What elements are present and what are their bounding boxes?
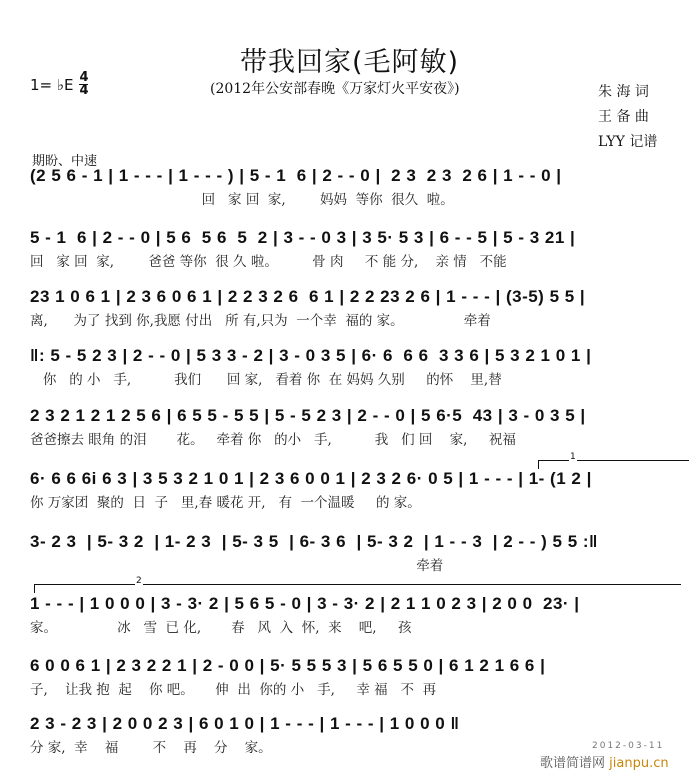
- site-watermark: [540, 752, 669, 771]
- lyric-line: 牵着: [30, 558, 444, 574]
- credits: [598, 80, 657, 155]
- score-row-4: [30, 344, 680, 390]
- score-row-6: [30, 467, 680, 513]
- lyric-line: 你 的 小 手, 我们 回 家, 看着 你 在 妈妈 久别 的怀 里,替: [30, 372, 502, 388]
- notation-line: 6· 6 6 6i 6 3 | 3 5 3 2 1 0 1 | 2 3 6 0 0 1 | 2 3 2 6· 0 5 | 1 - - - | 1- (1 2 |: [30, 469, 592, 488]
- song-title: 带我回家(毛阿敏): [239, 47, 460, 78]
- volta-bracket-1: 1: [538, 460, 689, 469]
- lyric-line: 子, 让我 抱 起 你 吧。 伸 出 你的 小 手, 幸 福 不 再: [30, 682, 437, 698]
- volta-bracket-2: 2: [34, 584, 681, 593]
- key-label: 1= ♭E: [30, 75, 74, 94]
- time-sig-bottom: 4: [79, 83, 89, 98]
- transcriber-credit: LYY 记谱: [598, 134, 658, 150]
- notation-line: (2 5 6 - 1 | 1 - - - | 1 - - - ) | 5 - 1 6 | 2 - - 0 | 2 3 2 3 2 6 | 1 - - 0 |: [30, 166, 562, 185]
- notation-line: 6 0 0 6 1 | 2 3 2 2 1 | 2 - 0 0 | 5· 5 5 5 3 | 5 6 5 5 0 | 6 1 2 1 6 6 |: [30, 656, 546, 675]
- notation-line: 23 1 0 6 1 | 2 3 6 0 6 1 | 2 2 3 2 6 6 1 | 2 2 23 2 6 | 1 - - - | (3-5) 5 5 |: [30, 287, 586, 306]
- score-row-8: [30, 592, 680, 638]
- lyric-line: 回 家 回 家, 妈妈 等你 很久 啦。: [30, 192, 454, 208]
- score-row-1: [30, 164, 680, 210]
- notation-line: 1 - - - | 1 0 0 0 | 3 - 3· 2 | 5 6 5 - 0 | 3 - 3· 2 | 2 1 1 0 2 3 | 2 0 0 23· |: [30, 594, 580, 613]
- notation-line: ‖: 5 - 5 2 3 | 2 - - 0 | 5 3 3 - 2 | 3 - 0 3 5 | 6· 6 6 6 3 3 6 | 5 3 2 1 0 1 |: [30, 346, 592, 365]
- lyric-line: 回 家 回 家, 爸爸 等你 很 久 啦。 骨 肉 不 能 分, 亲 情 不能: [30, 254, 507, 270]
- lyric-line: 分 家, 幸 福 不 再 分 家。: [30, 740, 272, 756]
- lyric-line: 离, 为了 找到 你,我愿 付出 所 有,只为 一个幸 福的 家。 牵着: [30, 313, 491, 329]
- notation-line: 2 3 2 1 2 1 2 5 6 | 6 5 5 - 5 5 | 5 - 5 2 3 | 2 - - 0 | 5 6·5 43 | 3 - 0 3 5 |: [30, 406, 586, 425]
- score-row-2: [30, 226, 680, 272]
- composer-credit: 王 备 曲: [598, 109, 649, 125]
- watermark-en: jianpu.cn: [609, 756, 669, 771]
- watermark-cn: 歌谱简谱网: [540, 756, 606, 771]
- score-row-9: [30, 654, 680, 700]
- song-subtitle: (2012年公安部春晚《万家灯火平安夜》): [210, 81, 460, 97]
- time-signature: [79, 72, 88, 97]
- lyric-line: 你 万家团 聚的 日 子 里,春 暖花 开, 有 一个温暖 的 家。: [30, 495, 421, 511]
- time-sig-top: 4: [79, 70, 89, 85]
- transcription-date: 2012-03-11: [592, 741, 665, 751]
- key-signature: [30, 72, 88, 97]
- score-row-5: [30, 404, 680, 450]
- lyricist-credit: 朱 海 词: [598, 84, 649, 100]
- lyric-line: 爸爸擦去 眼角 的泪 花。 牵着 你 的小 手, 我 们 回 家, 祝福: [30, 432, 516, 448]
- notation-line: 3- 2 3 | 5- 3 2 | 1- 2 3 | 5- 3 5 | 6- 3 6 | 5- 3 2 | 1 - - 3 | 2 - - ) 5 5 :‖: [30, 532, 599, 551]
- score-row-7: [30, 530, 680, 576]
- notation-line: 5 - 1 6 | 2 - - 0 | 5 6 5 6 5 2 | 3 - - 0 3 | 3 5· 5 3 | 6 - - 5 | 5 - 3 21 |: [30, 228, 576, 247]
- score-row-3: [30, 285, 680, 331]
- notation-line: 2 3 - 2 3 | 2 0 0 2 3 | 6 0 1 0 | 1 - - - | 1 - - - | 1 0 0 0 ‖: [30, 714, 460, 733]
- tempo-marking: 期盼、中速: [32, 154, 98, 169]
- lyric-line: 家。 冰 雪 已 化, 春 风 入 怀, 来 吧, 孩: [30, 620, 412, 636]
